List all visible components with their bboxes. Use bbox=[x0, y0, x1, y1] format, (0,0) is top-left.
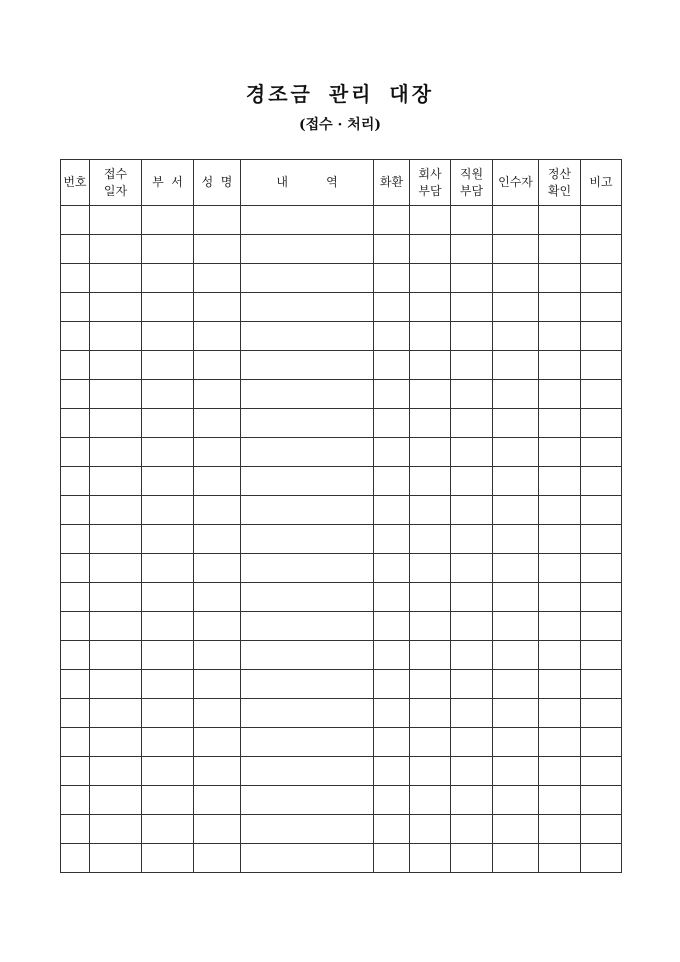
table-cell-settlement-check[interactable] bbox=[539, 525, 581, 554]
header-department: 부 서 bbox=[142, 160, 194, 206]
table-cell-details[interactable] bbox=[241, 699, 374, 728]
table-cell-remarks[interactable] bbox=[581, 496, 622, 525]
table-cell-remarks[interactable] bbox=[581, 322, 622, 351]
table-cell-details[interactable] bbox=[241, 641, 374, 670]
table-cell-recipient[interactable] bbox=[493, 844, 539, 873]
table-cell-receipt-date[interactable] bbox=[90, 612, 142, 641]
table-cell-settlement-check[interactable] bbox=[539, 554, 581, 583]
table-cell-remarks[interactable] bbox=[581, 641, 622, 670]
table-cell-number[interactable] bbox=[61, 293, 90, 322]
table-cell-name[interactable] bbox=[194, 409, 241, 438]
table-cell-settlement-check[interactable] bbox=[539, 786, 581, 815]
table-cell-details[interactable] bbox=[241, 815, 374, 844]
table-cell-remarks[interactable] bbox=[581, 525, 622, 554]
table-cell-details[interactable] bbox=[241, 264, 374, 293]
table-cell-name[interactable] bbox=[194, 322, 241, 351]
table-cell-name[interactable] bbox=[194, 293, 241, 322]
table-cell-number[interactable] bbox=[61, 844, 90, 873]
table-cell-company-share[interactable] bbox=[410, 757, 451, 786]
table-cell-receipt-date[interactable] bbox=[90, 496, 142, 525]
table-cell-recipient[interactable] bbox=[493, 757, 539, 786]
table-cell-name[interactable] bbox=[194, 235, 241, 264]
table-cell-name[interactable] bbox=[194, 351, 241, 380]
table-cell-details[interactable] bbox=[241, 496, 374, 525]
table-cell-number[interactable] bbox=[61, 264, 90, 293]
table-cell-employee-share[interactable] bbox=[451, 554, 493, 583]
table-row bbox=[61, 554, 622, 583]
table-cell-receipt-date[interactable] bbox=[90, 699, 142, 728]
table-cell-number[interactable] bbox=[61, 583, 90, 612]
table-row bbox=[61, 264, 622, 293]
table-cell-details[interactable] bbox=[241, 757, 374, 786]
table-cell-details[interactable] bbox=[241, 786, 374, 815]
table-cell-receipt-date[interactable] bbox=[90, 467, 142, 496]
table-cell-employee-share[interactable] bbox=[451, 235, 493, 264]
table-cell-recipient[interactable] bbox=[493, 322, 539, 351]
table-cell-settlement-check[interactable] bbox=[539, 728, 581, 757]
table-cell-name[interactable] bbox=[194, 438, 241, 467]
table-cell-remarks[interactable] bbox=[581, 786, 622, 815]
table-cell-remarks[interactable] bbox=[581, 699, 622, 728]
table-cell-settlement-check[interactable] bbox=[539, 322, 581, 351]
table-cell-name[interactable] bbox=[194, 728, 241, 757]
table-cell-employee-share[interactable] bbox=[451, 670, 493, 699]
table-cell-department[interactable] bbox=[142, 235, 194, 264]
table-cell-remarks[interactable] bbox=[581, 351, 622, 380]
header-settlement-check: 정산 확인 bbox=[539, 160, 581, 206]
table-cell-department[interactable] bbox=[142, 844, 194, 873]
table-cell-employee-share[interactable] bbox=[451, 844, 493, 873]
table-cell-receipt-date[interactable] bbox=[90, 322, 142, 351]
table-cell-company-share[interactable] bbox=[410, 786, 451, 815]
table-cell-department[interactable] bbox=[142, 699, 194, 728]
document-title: 경조금 관리 대장 bbox=[245, 82, 435, 106]
table-cell-number[interactable] bbox=[61, 467, 90, 496]
table-cell-employee-share[interactable] bbox=[451, 583, 493, 612]
table-cell-recipient[interactable] bbox=[493, 815, 539, 844]
table-cell-company-share[interactable] bbox=[410, 699, 451, 728]
table-cell-name[interactable] bbox=[194, 670, 241, 699]
table-cell-remarks[interactable] bbox=[581, 380, 622, 409]
table-cell-remarks[interactable] bbox=[581, 844, 622, 873]
table-cell-recipient[interactable] bbox=[493, 235, 539, 264]
table-cell-remarks[interactable] bbox=[581, 206, 622, 235]
table-cell-details[interactable] bbox=[241, 235, 374, 264]
table-cell-department[interactable] bbox=[142, 641, 194, 670]
header-wreath: 화환 bbox=[374, 160, 410, 206]
table-row bbox=[61, 438, 622, 467]
table-cell-company-share[interactable] bbox=[410, 583, 451, 612]
table-cell-wreath[interactable] bbox=[374, 293, 410, 322]
condolence-ledger-table bbox=[60, 159, 622, 873]
table-cell-company-share[interactable] bbox=[410, 844, 451, 873]
table-cell-receipt-date[interactable] bbox=[90, 293, 142, 322]
table-cell-name[interactable] bbox=[194, 699, 241, 728]
header-number: 번호 bbox=[61, 160, 90, 206]
table-cell-settlement-check[interactable] bbox=[539, 670, 581, 699]
header-details: 내 역 bbox=[241, 160, 374, 206]
table-cell-receipt-date[interactable] bbox=[90, 438, 142, 467]
table-cell-number[interactable] bbox=[61, 670, 90, 699]
table-cell-receipt-date[interactable] bbox=[90, 264, 142, 293]
table-cell-number[interactable] bbox=[61, 786, 90, 815]
table-cell-recipient[interactable] bbox=[493, 699, 539, 728]
table-cell-employee-share[interactable] bbox=[451, 786, 493, 815]
table-cell-number[interactable] bbox=[61, 641, 90, 670]
table-cell-settlement-check[interactable] bbox=[539, 438, 581, 467]
table-row bbox=[61, 322, 622, 351]
header-recipient: 인수자 bbox=[493, 160, 539, 206]
table-cell-details[interactable] bbox=[241, 670, 374, 699]
table-cell-department[interactable] bbox=[142, 380, 194, 409]
table-cell-wreath[interactable] bbox=[374, 351, 410, 380]
table-cell-company-share[interactable] bbox=[410, 380, 451, 409]
table-cell-remarks[interactable] bbox=[581, 757, 622, 786]
table-cell-department[interactable] bbox=[142, 467, 194, 496]
table-cell-recipient[interactable] bbox=[493, 409, 539, 438]
table-cell-details[interactable] bbox=[241, 467, 374, 496]
table-cell-settlement-check[interactable] bbox=[539, 583, 581, 612]
table-cell-company-share[interactable] bbox=[410, 612, 451, 641]
table-cell-receipt-date[interactable] bbox=[90, 844, 142, 873]
table-cell-recipient[interactable] bbox=[493, 206, 539, 235]
table-cell-wreath[interactable] bbox=[374, 699, 410, 728]
table-cell-settlement-check[interactable] bbox=[539, 351, 581, 380]
table-cell-employee-share[interactable] bbox=[451, 293, 493, 322]
table-cell-receipt-date[interactable] bbox=[90, 409, 142, 438]
table-cell-employee-share[interactable] bbox=[451, 351, 493, 380]
table-cell-settlement-check[interactable] bbox=[539, 293, 581, 322]
table-cell-number[interactable] bbox=[61, 496, 90, 525]
table-cell-employee-share[interactable] bbox=[451, 409, 493, 438]
table-cell-remarks[interactable] bbox=[581, 235, 622, 264]
table-cell-company-share[interactable] bbox=[410, 467, 451, 496]
table-row bbox=[61, 496, 622, 525]
table-cell-company-share[interactable] bbox=[410, 409, 451, 438]
table-cell-settlement-check[interactable] bbox=[539, 757, 581, 786]
table-cell-details[interactable] bbox=[241, 728, 374, 757]
table-cell-receipt-date[interactable] bbox=[90, 235, 142, 264]
table-cell-details[interactable] bbox=[241, 380, 374, 409]
table-cell-department[interactable] bbox=[142, 322, 194, 351]
table-cell-settlement-check[interactable] bbox=[539, 844, 581, 873]
table-cell-recipient[interactable] bbox=[493, 525, 539, 554]
table-cell-wreath[interactable] bbox=[374, 641, 410, 670]
table-cell-department[interactable] bbox=[142, 728, 194, 757]
table-cell-name[interactable] bbox=[194, 757, 241, 786]
table-cell-wreath[interactable] bbox=[374, 438, 410, 467]
table-cell-recipient[interactable] bbox=[493, 612, 539, 641]
table-cell-employee-share[interactable] bbox=[451, 206, 493, 235]
table-cell-employee-share[interactable] bbox=[451, 641, 493, 670]
table-row bbox=[61, 525, 622, 554]
table-cell-details[interactable] bbox=[241, 409, 374, 438]
table-cell-name[interactable] bbox=[194, 496, 241, 525]
table-row bbox=[61, 670, 622, 699]
table-cell-wreath[interactable] bbox=[374, 815, 410, 844]
table-cell-department[interactable] bbox=[142, 757, 194, 786]
table-cell-receipt-date[interactable] bbox=[90, 641, 142, 670]
table-cell-remarks[interactable] bbox=[581, 264, 622, 293]
table-cell-recipient[interactable] bbox=[493, 641, 539, 670]
table-cell-number[interactable] bbox=[61, 815, 90, 844]
table-cell-company-share[interactable] bbox=[410, 670, 451, 699]
table-cell-company-share[interactable] bbox=[410, 351, 451, 380]
table-cell-company-share[interactable] bbox=[410, 641, 451, 670]
table-cell-remarks[interactable] bbox=[581, 815, 622, 844]
table-cell-employee-share[interactable] bbox=[451, 380, 493, 409]
table-cell-settlement-check[interactable] bbox=[539, 264, 581, 293]
table-cell-name[interactable] bbox=[194, 380, 241, 409]
header-company-share: 회사 부담 bbox=[410, 160, 451, 206]
table-cell-wreath[interactable] bbox=[374, 409, 410, 438]
table-cell-department[interactable] bbox=[142, 409, 194, 438]
table-cell-receipt-date[interactable] bbox=[90, 206, 142, 235]
table-cell-employee-share[interactable] bbox=[451, 612, 493, 641]
table-cell-details[interactable] bbox=[241, 351, 374, 380]
table-cell-details[interactable] bbox=[241, 554, 374, 583]
table-cell-employee-share[interactable] bbox=[451, 728, 493, 757]
table-cell-details[interactable] bbox=[241, 844, 374, 873]
table-cell-company-share[interactable] bbox=[410, 496, 451, 525]
table-cell-department[interactable] bbox=[142, 583, 194, 612]
table-cell-wreath[interactable] bbox=[374, 728, 410, 757]
table-cell-settlement-check[interactable] bbox=[539, 409, 581, 438]
table-cell-recipient[interactable] bbox=[493, 467, 539, 496]
table-cell-settlement-check[interactable] bbox=[539, 641, 581, 670]
table-cell-recipient[interactable] bbox=[493, 438, 539, 467]
table-cell-wreath[interactable] bbox=[374, 235, 410, 264]
document-subtitle: (접수 · 처리) bbox=[299, 117, 381, 133]
table-cell-number[interactable] bbox=[61, 380, 90, 409]
table-cell-department[interactable] bbox=[142, 554, 194, 583]
table-cell-details[interactable] bbox=[241, 438, 374, 467]
table-cell-wreath[interactable] bbox=[374, 786, 410, 815]
table-cell-number[interactable] bbox=[61, 322, 90, 351]
table-cell-receipt-date[interactable] bbox=[90, 525, 142, 554]
table-row bbox=[61, 786, 622, 815]
table-cell-number[interactable] bbox=[61, 235, 90, 264]
table-cell-employee-share[interactable] bbox=[451, 525, 493, 554]
table-row bbox=[61, 699, 622, 728]
table-cell-number[interactable] bbox=[61, 757, 90, 786]
table-cell-department[interactable] bbox=[142, 670, 194, 699]
table-cell-remarks[interactable] bbox=[581, 293, 622, 322]
table-cell-wreath[interactable] bbox=[374, 496, 410, 525]
table-cell-wreath[interactable] bbox=[374, 525, 410, 554]
table-row bbox=[61, 641, 622, 670]
table-cell-number[interactable] bbox=[61, 206, 90, 235]
header-name: 성 명 bbox=[194, 160, 241, 206]
table-row bbox=[61, 815, 622, 844]
table-cell-wreath[interactable] bbox=[374, 322, 410, 351]
table-cell-department[interactable] bbox=[142, 438, 194, 467]
table-cell-recipient[interactable] bbox=[493, 293, 539, 322]
table-cell-recipient[interactable] bbox=[493, 496, 539, 525]
table-cell-wreath[interactable] bbox=[374, 554, 410, 583]
table-cell-recipient[interactable] bbox=[493, 728, 539, 757]
table-body bbox=[61, 206, 622, 873]
table-cell-wreath[interactable] bbox=[374, 467, 410, 496]
table-cell-department[interactable] bbox=[142, 786, 194, 815]
table-row bbox=[61, 235, 622, 264]
table-row bbox=[61, 380, 622, 409]
table-cell-wreath[interactable] bbox=[374, 670, 410, 699]
table-cell-settlement-check[interactable] bbox=[539, 612, 581, 641]
table-cell-name[interactable] bbox=[194, 206, 241, 235]
table-cell-name[interactable] bbox=[194, 612, 241, 641]
table-cell-department[interactable] bbox=[142, 351, 194, 380]
table-cell-department[interactable] bbox=[142, 264, 194, 293]
table-cell-details[interactable] bbox=[241, 612, 374, 641]
table-cell-wreath[interactable] bbox=[374, 844, 410, 873]
table-cell-details[interactable] bbox=[241, 525, 374, 554]
table-cell-name[interactable] bbox=[194, 467, 241, 496]
table-cell-remarks[interactable] bbox=[581, 554, 622, 583]
header-employee-share: 직원 부담 bbox=[451, 160, 493, 206]
table-cell-employee-share[interactable] bbox=[451, 815, 493, 844]
table-cell-details[interactable] bbox=[241, 293, 374, 322]
table-cell-receipt-date[interactable] bbox=[90, 670, 142, 699]
table-cell-number[interactable] bbox=[61, 351, 90, 380]
table-row bbox=[61, 351, 622, 380]
table-header-row bbox=[61, 160, 622, 206]
table-cell-recipient[interactable] bbox=[493, 264, 539, 293]
table-cell-company-share[interactable] bbox=[410, 815, 451, 844]
table-cell-recipient[interactable] bbox=[493, 554, 539, 583]
table-cell-company-share[interactable] bbox=[410, 322, 451, 351]
table-cell-company-share[interactable] bbox=[410, 293, 451, 322]
table-cell-receipt-date[interactable] bbox=[90, 815, 142, 844]
table-cell-department[interactable] bbox=[142, 525, 194, 554]
table-cell-department[interactable] bbox=[142, 293, 194, 322]
table-cell-settlement-check[interactable] bbox=[539, 496, 581, 525]
table-cell-recipient[interactable] bbox=[493, 786, 539, 815]
table-cell-company-share[interactable] bbox=[410, 235, 451, 264]
table-cell-details[interactable] bbox=[241, 583, 374, 612]
table-cell-receipt-date[interactable] bbox=[90, 380, 142, 409]
table-cell-wreath[interactable] bbox=[374, 757, 410, 786]
table-row bbox=[61, 583, 622, 612]
header-receipt-date: 접수 일자 bbox=[90, 160, 142, 206]
table-cell-number[interactable] bbox=[61, 409, 90, 438]
table-row bbox=[61, 612, 622, 641]
table-cell-company-share[interactable] bbox=[410, 554, 451, 583]
table-cell-number[interactable] bbox=[61, 699, 90, 728]
table-cell-employee-share[interactable] bbox=[451, 496, 493, 525]
table-cell-name[interactable] bbox=[194, 641, 241, 670]
table-cell-details[interactable] bbox=[241, 206, 374, 235]
table-cell-settlement-check[interactable] bbox=[539, 235, 581, 264]
table-cell-receipt-date[interactable] bbox=[90, 583, 142, 612]
table-cell-number[interactable] bbox=[61, 554, 90, 583]
table-row bbox=[61, 206, 622, 235]
header-remarks: 비고 bbox=[581, 160, 622, 206]
table-cell-wreath[interactable] bbox=[374, 380, 410, 409]
table-row bbox=[61, 293, 622, 322]
table-cell-name[interactable] bbox=[194, 264, 241, 293]
table-cell-wreath[interactable] bbox=[374, 264, 410, 293]
table-cell-name[interactable] bbox=[194, 786, 241, 815]
table-cell-company-share[interactable] bbox=[410, 728, 451, 757]
table-cell-settlement-check[interactable] bbox=[539, 815, 581, 844]
table-cell-department[interactable] bbox=[142, 206, 194, 235]
table-cell-name[interactable] bbox=[194, 525, 241, 554]
table-cell-department[interactable] bbox=[142, 612, 194, 641]
table-cell-remarks[interactable] bbox=[581, 438, 622, 467]
table-cell-company-share[interactable] bbox=[410, 438, 451, 467]
table-cell-recipient[interactable] bbox=[493, 380, 539, 409]
table-row bbox=[61, 728, 622, 757]
table-cell-settlement-check[interactable] bbox=[539, 467, 581, 496]
table-row bbox=[61, 467, 622, 496]
table-cell-wreath[interactable] bbox=[374, 206, 410, 235]
table-cell-remarks[interactable] bbox=[581, 612, 622, 641]
table-cell-company-share[interactable] bbox=[410, 525, 451, 554]
table-cell-department[interactable] bbox=[142, 815, 194, 844]
table-cell-number[interactable] bbox=[61, 728, 90, 757]
table-cell-employee-share[interactable] bbox=[451, 322, 493, 351]
table-cell-number[interactable] bbox=[61, 438, 90, 467]
table-cell-wreath[interactable] bbox=[374, 612, 410, 641]
table-cell-remarks[interactable] bbox=[581, 670, 622, 699]
table-cell-employee-share[interactable] bbox=[451, 467, 493, 496]
table-cell-employee-share[interactable] bbox=[451, 264, 493, 293]
table-cell-remarks[interactable] bbox=[581, 583, 622, 612]
table-cell-settlement-check[interactable] bbox=[539, 699, 581, 728]
table-cell-company-share[interactable] bbox=[410, 264, 451, 293]
table-cell-remarks[interactable] bbox=[581, 728, 622, 757]
table-cell-employee-share[interactable] bbox=[451, 699, 493, 728]
table-row bbox=[61, 844, 622, 873]
table-cell-settlement-check[interactable] bbox=[539, 380, 581, 409]
table-cell-company-share[interactable] bbox=[410, 206, 451, 235]
table-cell-details[interactable] bbox=[241, 322, 374, 351]
table-cell-wreath[interactable] bbox=[374, 583, 410, 612]
table-row bbox=[61, 409, 622, 438]
table-cell-receipt-date[interactable] bbox=[90, 786, 142, 815]
table-cell-remarks[interactable] bbox=[581, 467, 622, 496]
table-cell-number[interactable] bbox=[61, 525, 90, 554]
table-row bbox=[61, 757, 622, 786]
table-cell-name[interactable] bbox=[194, 583, 241, 612]
table-cell-recipient[interactable] bbox=[493, 351, 539, 380]
table-cell-employee-share[interactable] bbox=[451, 438, 493, 467]
table-cell-recipient[interactable] bbox=[493, 583, 539, 612]
table-cell-settlement-check[interactable] bbox=[539, 206, 581, 235]
table-cell-remarks[interactable] bbox=[581, 409, 622, 438]
table-cell-receipt-date[interactable] bbox=[90, 728, 142, 757]
table-cell-department[interactable] bbox=[142, 496, 194, 525]
table-cell-employee-share[interactable] bbox=[451, 757, 493, 786]
table-cell-name[interactable] bbox=[194, 554, 241, 583]
table-cell-name[interactable] bbox=[194, 815, 241, 844]
table-cell-recipient[interactable] bbox=[493, 670, 539, 699]
table-cell-receipt-date[interactable] bbox=[90, 757, 142, 786]
table-cell-receipt-date[interactable] bbox=[90, 554, 142, 583]
table-cell-name[interactable] bbox=[194, 844, 241, 873]
table-cell-receipt-date[interactable] bbox=[90, 351, 142, 380]
table-cell-number[interactable] bbox=[61, 612, 90, 641]
